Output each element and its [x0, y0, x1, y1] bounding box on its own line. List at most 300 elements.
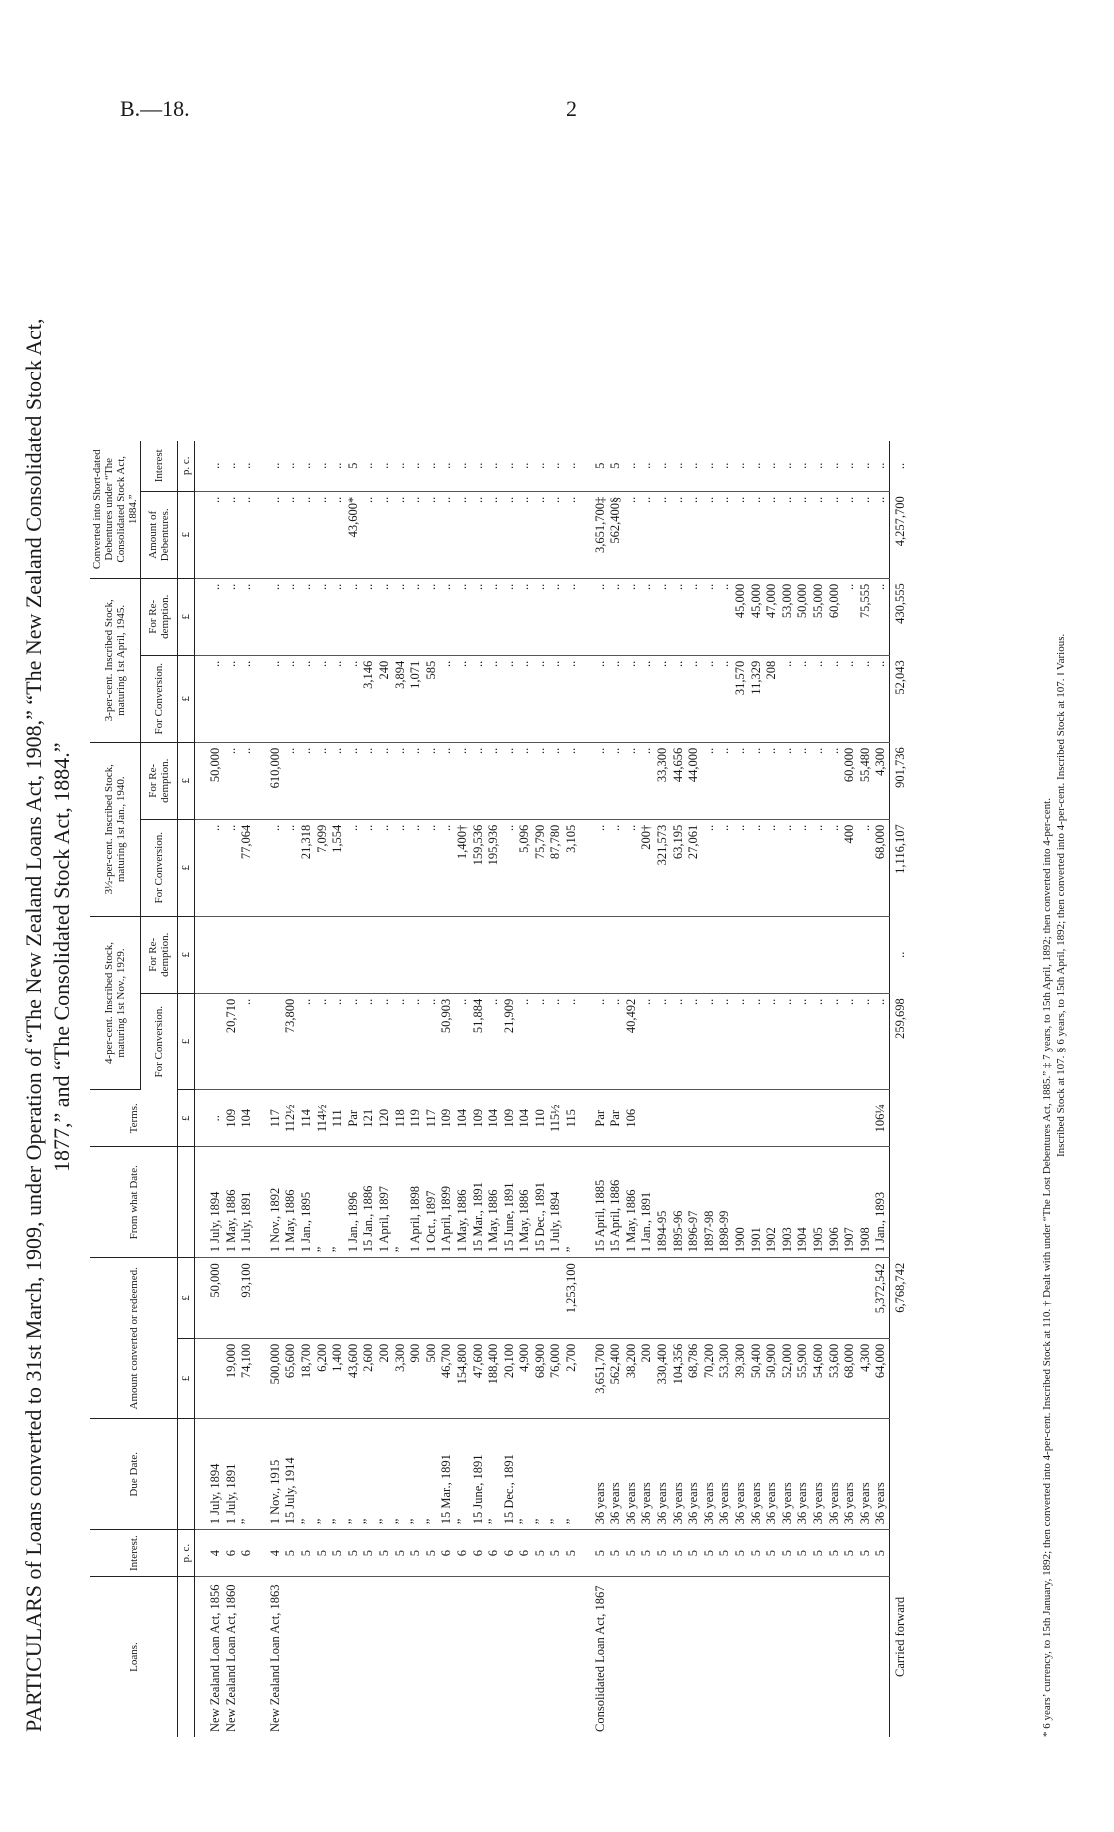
cell-4pc-conversion: ..	[749, 993, 765, 1090]
cell-from-date: 15 June, 1891	[502, 1147, 518, 1258]
cell-4pc-redemption	[795, 916, 811, 993]
cell-debenture-interest: 5	[346, 441, 362, 492]
cell-amount-converted: 6,200	[315, 1338, 331, 1419]
cell-4pc-redemption	[842, 916, 858, 993]
cell-3-5pc-conversion: ..	[346, 819, 362, 916]
cell-3-5pc-conversion: ..	[195, 819, 224, 916]
cell-from-date: 1908	[858, 1147, 874, 1258]
cell-terms	[858, 1090, 874, 1147]
cell-4pc-conversion: ..	[580, 993, 609, 1090]
cell-terms: 106	[624, 1090, 640, 1147]
cell-from-date: ”	[564, 1147, 580, 1258]
cell-4pc-redemption	[873, 916, 889, 993]
cell-interest: 5	[749, 1530, 765, 1577]
cell-3-5pc-conversion: 63,195	[671, 819, 687, 916]
cell-4pc-redemption	[733, 916, 749, 993]
cell-4pc-conversion: ..	[733, 993, 749, 1090]
cell-amount-converted: 18,700	[299, 1338, 315, 1419]
cell-3pc-conversion: ..	[455, 655, 471, 742]
cell-debenture-interest: ..	[533, 441, 549, 492]
cell-terms	[655, 1090, 671, 1147]
cell-3pc-conversion: ..	[548, 655, 564, 742]
cell-debentures: ..	[299, 491, 315, 578]
cell-terms	[639, 1090, 655, 1147]
cell-debenture-interest: ..	[255, 441, 284, 492]
cell-3-5pc-redemption: ..	[377, 742, 393, 819]
cell-3pc-conversion: ..	[655, 655, 671, 742]
cell-3-5pc-redemption: ..	[239, 742, 255, 819]
cell-3pc-conversion: ..	[239, 655, 255, 742]
cell-due-date: ”	[393, 1419, 409, 1530]
cell-4pc-conversion: ..	[424, 993, 440, 1090]
cell-interest: 5	[671, 1530, 687, 1577]
cell-3-5pc-conversion: 195,936	[486, 819, 502, 916]
cell-4pc-redemption	[361, 916, 377, 993]
cell-amount-converted: 154,800	[455, 1338, 471, 1419]
cell-terms	[749, 1090, 765, 1147]
cell-debenture-interest: ..	[502, 441, 518, 492]
cell-4pc-conversion: ..	[533, 993, 549, 1090]
cell-debentures: ..	[548, 491, 564, 578]
cell-debenture-interest: ..	[315, 441, 331, 492]
cell-3pc-redemption: 45,000	[733, 578, 749, 655]
cell-debentures: ..	[564, 491, 580, 578]
cell-loan	[283, 1577, 299, 1738]
cell-3-5pc-redemption: 33,300	[655, 742, 671, 819]
col-3-5pc-redemption: For Re-demption.	[141, 742, 178, 819]
cell-3-5pc-redemption: ..	[533, 742, 549, 819]
loans-conversion-table	[90, 441, 912, 1737]
cell-debenture-interest: ..	[873, 441, 889, 492]
cell-3pc-redemption: ..	[624, 578, 640, 655]
group-short-dated-debentures: Converted into Short-dated Debentures under “The Consolidated Stock Act, 1884.”	[90, 441, 141, 579]
cell-4pc-redemption	[702, 916, 718, 993]
cell-loan	[393, 1577, 409, 1738]
col-from-date: From what Date.	[90, 1147, 178, 1258]
cell-due-date: 15 Mar., 1891	[439, 1419, 455, 1530]
table-row	[239, 441, 255, 1737]
cell-debenture-interest: ..	[827, 441, 843, 492]
cell-amount-converted: 900	[408, 1338, 424, 1419]
cell-3pc-conversion: ..	[842, 655, 858, 742]
cell-3pc-conversion: ..	[795, 655, 811, 742]
cell-3pc-conversion: ..	[827, 655, 843, 742]
table-row	[393, 441, 409, 1737]
cell-3-5pc-conversion: ..	[795, 819, 811, 916]
cell-3pc-redemption: 45,000	[749, 578, 765, 655]
cell-3-5pc-redemption: ..	[811, 742, 827, 819]
cell-debentures: ..	[624, 491, 640, 578]
cell-3pc-conversion: ..	[608, 655, 624, 742]
cell-3pc-conversion: ..	[299, 655, 315, 742]
cell-loan	[764, 1577, 780, 1738]
cell-4pc-conversion: ..	[517, 993, 533, 1090]
cell-interest: 5	[655, 1530, 671, 1577]
cell-3pc-conversion: ..	[471, 655, 487, 742]
cell-3-5pc-conversion: ..	[733, 819, 749, 916]
cell-3-5pc-conversion: 68,000	[873, 819, 889, 916]
cell-4pc-redemption	[827, 916, 843, 993]
cell-from-date: 15 Jan., 1886	[361, 1147, 377, 1258]
table-row	[624, 441, 640, 1737]
cell-3pc-conversion: ..	[502, 655, 518, 742]
cell-debentures: ..	[424, 491, 440, 578]
cell-from-date: 1 Jan., 1896	[346, 1147, 362, 1258]
cell-amount-converted: 74,100	[239, 1338, 255, 1419]
cell-3-5pc-redemption: ..	[564, 742, 580, 819]
cell-from-date: 1907	[842, 1147, 858, 1258]
cell-debenture-interest: ..	[361, 441, 377, 492]
unit-money: £	[178, 819, 195, 916]
cell-from-date: 1 May, 1886	[455, 1147, 471, 1258]
cell-3pc-redemption: ..	[346, 578, 362, 655]
col-amount: Amount converted or redeemed.	[90, 1258, 178, 1419]
cell-3pc-redemption: ..	[224, 578, 240, 655]
table-row	[780, 441, 796, 1737]
cell-4pc-conversion: ..	[239, 993, 255, 1090]
cell-4pc-conversion: ..	[858, 993, 874, 1090]
cell-4pc-redemption	[239, 916, 255, 993]
cell-4pc-conversion: 40,492	[624, 993, 640, 1090]
cell-due-date: 1 Nov., 1915	[255, 1419, 284, 1530]
cell-due-date: ”	[486, 1419, 502, 1530]
cell-3-5pc-redemption: 55,480	[858, 742, 874, 819]
cell-interest: 5	[873, 1530, 889, 1577]
cell-3-5pc-conversion: ..	[749, 819, 765, 916]
cell-debenture-interest: ..	[780, 441, 796, 492]
cell-3pc-redemption: ..	[439, 578, 455, 655]
cell-due-date: ”	[361, 1419, 377, 1530]
cell-3pc-redemption: ..	[195, 578, 224, 655]
table-row	[608, 441, 624, 1737]
cell-4pc-conversion: ..	[299, 993, 315, 1090]
cell-interest: 5	[346, 1530, 362, 1577]
cell-debenture-interest: ..	[455, 441, 471, 492]
cell-interest: 5	[393, 1530, 409, 1577]
table-row	[315, 441, 331, 1737]
cell-3pc-redemption: ..	[517, 578, 533, 655]
table-row	[471, 441, 487, 1737]
cell-loan: New Zealand Loan Act, 1860	[223, 1584, 238, 1732]
cell-4pc-redemption	[780, 916, 796, 993]
cell-loan	[624, 1577, 640, 1738]
cell-due-date: 1 July, 1891	[224, 1419, 240, 1530]
cell-amount-converted: 330,400	[655, 1338, 671, 1419]
cell-3pc-conversion: 3,894	[393, 655, 409, 742]
cell-3pc-redemption: ..	[255, 578, 284, 655]
cell-debentures: ..	[239, 491, 255, 578]
cell-3-5pc-redemption: ..	[393, 742, 409, 819]
cell-amount-converted: 68,000	[842, 1338, 858, 1419]
cell-terms	[764, 1090, 780, 1147]
cell-terms	[780, 1090, 796, 1147]
cell-interest: 5	[548, 1530, 564, 1577]
unit-terms: £	[178, 1090, 195, 1147]
cell-4pc-conversion: ..	[393, 993, 409, 1090]
cell-3-5pc-redemption: ..	[346, 742, 362, 819]
cell-3pc-conversion: ..	[671, 655, 687, 742]
cell-interest: 5	[361, 1530, 377, 1577]
cell-debenture-interest: ..	[299, 441, 315, 492]
cell-debenture-interest: ..	[702, 441, 718, 492]
cell-amount-converted: 500	[424, 1338, 440, 1419]
cell-3-5pc-conversion: ..	[764, 819, 780, 916]
cell-debentures: ..	[842, 491, 858, 578]
carried-3-5pc-redemption: 901,736	[889, 742, 911, 819]
cell-4pc-redemption	[639, 916, 655, 993]
cell-3-5pc-conversion: ..	[702, 819, 718, 916]
carried-debenture-interest: ..	[889, 441, 911, 492]
cell-debenture-interest: ..	[471, 441, 487, 492]
cell-interest: 5	[702, 1530, 718, 1577]
carried-3-5pc-conversion: 1,116,107	[889, 819, 911, 916]
cell-due-date: ”	[377, 1419, 393, 1530]
cell-interest: 5	[858, 1530, 874, 1577]
cell-interest: 6	[439, 1530, 455, 1577]
cell-3-5pc-conversion: 5,096	[517, 819, 533, 916]
cell-due-date: ”	[239, 1419, 255, 1530]
cell-terms: 115½	[548, 1090, 564, 1147]
cell-amount-converted: 68,786	[686, 1338, 702, 1419]
cell-from-date: 1 April, 1897	[377, 1147, 393, 1258]
cell-interest: 5	[811, 1530, 827, 1577]
cell-from-date: 15 Dec., 1891	[533, 1147, 549, 1258]
cell-4pc-redemption	[455, 916, 471, 993]
cell-amount-subtotal	[299, 1258, 315, 1339]
cell-due-date: 15 June, 1891	[471, 1419, 487, 1530]
cell-4pc-conversion: ..	[780, 993, 796, 1090]
cell-loan	[686, 1577, 702, 1738]
cell-terms: 104	[486, 1090, 502, 1147]
cell-debentures: ..	[361, 491, 377, 578]
cell-4pc-conversion: ..	[608, 993, 624, 1090]
cell-amount-subtotal	[548, 1258, 564, 1339]
cell-interest: 5	[639, 1530, 655, 1577]
cell-from-date: 1905	[811, 1147, 827, 1258]
unit-money: £	[178, 916, 195, 993]
cell-from-date: 1 May, 1886	[517, 1147, 533, 1258]
cell-due-date: ”	[548, 1419, 564, 1530]
cell-due-date: 36 years	[580, 1419, 609, 1530]
cell-terms	[733, 1090, 749, 1147]
unit-amount-b: £	[178, 1258, 195, 1339]
cell-4pc-conversion: ..	[408, 993, 424, 1090]
table-row	[639, 441, 655, 1737]
cell-terms: 111	[330, 1090, 346, 1147]
cell-from-date: 1 Jan., 1893	[873, 1147, 889, 1258]
cell-from-date: 15 April, 1885	[580, 1147, 609, 1258]
cell-due-date: ”	[424, 1419, 440, 1530]
cell-4pc-conversion: ..	[346, 993, 362, 1090]
cell-4pc-conversion: ..	[873, 993, 889, 1090]
cell-3-5pc-conversion: ..	[811, 819, 827, 916]
cell-interest: 5	[795, 1530, 811, 1577]
cell-due-date: ”	[517, 1419, 533, 1530]
cell-from-date: ”	[315, 1147, 331, 1258]
empty-cell	[889, 1090, 911, 1147]
cell-debentures: ..	[717, 491, 733, 578]
cell-loan: New Zealand Loan Act, 1863	[267, 1584, 282, 1732]
unit-money: £	[178, 491, 195, 578]
cell-4pc-conversion: ..	[315, 993, 331, 1090]
cell-3pc-conversion: 1,071	[408, 655, 424, 742]
cell-3-5pc-redemption: ..	[733, 742, 749, 819]
cell-interest: 5	[686, 1530, 702, 1577]
cell-3-5pc-conversion: 87,780	[548, 819, 564, 916]
cell-debentures: ..	[702, 491, 718, 578]
cell-interest: 5	[299, 1530, 315, 1577]
cell-3pc-conversion: ..	[224, 655, 240, 742]
cell-terms: 114½	[315, 1090, 331, 1147]
document-reference: B.—18.	[120, 96, 190, 121]
cell-3-5pc-redemption: 44,000	[686, 742, 702, 819]
cell-3-5pc-conversion: 200†	[639, 819, 655, 916]
cell-amount-subtotal	[686, 1258, 702, 1339]
cell-from-date: 1901	[749, 1147, 765, 1258]
cell-from-date: 1903	[780, 1147, 796, 1258]
cell-3pc-conversion: ..	[346, 655, 362, 742]
cell-4pc-redemption	[346, 916, 362, 993]
cell-3-5pc-redemption: ..	[439, 742, 455, 819]
cell-due-date: ”	[330, 1419, 346, 1530]
carried-forward-label: Carried forward	[889, 1338, 911, 1737]
cell-3-5pc-redemption: ..	[608, 742, 624, 819]
cell-interest: 5	[315, 1530, 331, 1577]
cell-3pc-conversion: ..	[330, 655, 346, 742]
cell-terms: 120	[377, 1090, 393, 1147]
cell-3-5pc-redemption: ..	[408, 742, 424, 819]
cell-4pc-conversion: ..	[377, 993, 393, 1090]
cell-due-date: 36 years	[858, 1419, 874, 1530]
cell-3pc-conversion: ..	[315, 655, 331, 742]
cell-debentures: ..	[455, 491, 471, 578]
cell-amount-converted: 200	[639, 1338, 655, 1419]
cell-4pc-conversion: ..	[639, 993, 655, 1090]
cell-interest: 5	[764, 1530, 780, 1577]
cell-due-date: 36 years	[702, 1419, 718, 1530]
cell-interest: 5	[330, 1530, 346, 1577]
unit-blank	[178, 1419, 195, 1530]
cell-3-5pc-conversion: 3,105	[564, 819, 580, 916]
carried-forward-row	[889, 441, 911, 1737]
cell-3-5pc-redemption: ..	[283, 742, 299, 819]
cell-3pc-redemption: ..	[842, 578, 858, 655]
cell-due-date: ”	[408, 1419, 424, 1530]
cell-loan	[533, 1577, 549, 1738]
document-title	[20, 72, 76, 1732]
cell-interest: 4	[255, 1530, 284, 1577]
table-row	[827, 441, 843, 1737]
cell-3-5pc-conversion: ..	[393, 819, 409, 916]
cell-4pc-redemption	[224, 916, 240, 993]
cell-interest: 5	[717, 1530, 733, 1577]
cell-terms: 112½	[283, 1090, 299, 1147]
cell-3-5pc-conversion: 1,400†	[455, 819, 471, 916]
cell-3pc-redemption: ..	[393, 578, 409, 655]
table-row	[502, 441, 518, 1737]
cell-loan	[795, 1577, 811, 1738]
cell-3pc-redemption: 47,000	[764, 578, 780, 655]
cell-debentures: ..	[858, 491, 874, 578]
cell-3-5pc-redemption: ..	[361, 742, 377, 819]
cell-loan	[377, 1577, 393, 1738]
cell-3pc-redemption: 60,000	[827, 578, 843, 655]
cell-debentures: 43,600*	[346, 491, 362, 578]
cell-debenture-interest: ..	[548, 441, 564, 492]
cell-terms: 115	[564, 1090, 580, 1147]
cell-debenture-interest: ..	[749, 441, 765, 492]
cell-amount-subtotal	[608, 1258, 624, 1339]
unit-blank	[178, 1577, 195, 1738]
cell-loan	[424, 1577, 440, 1738]
table-row	[580, 441, 609, 1737]
table-row	[811, 441, 827, 1737]
cell-from-date: 1897-98	[702, 1147, 718, 1258]
cell-4pc-conversion: ..	[671, 993, 687, 1090]
cell-debenture-interest: ..	[486, 441, 502, 492]
cell-debenture-interest: 5	[608, 441, 624, 492]
col-due-date: Due Date.	[90, 1419, 178, 1530]
cell-amount-subtotal: 93,100	[239, 1258, 255, 1339]
cell-4pc-conversion: ..	[686, 993, 702, 1090]
col-3pc-conversion: For Conversion.	[141, 655, 178, 742]
cell-interest: 5	[733, 1530, 749, 1577]
cell-debentures: ..	[502, 491, 518, 578]
table-row	[255, 441, 284, 1737]
cell-loan: New Zealand Loan Act, 1856	[208, 1584, 222, 1732]
cell-debentures: ..	[671, 491, 687, 578]
cell-terms: 121	[361, 1090, 377, 1147]
cell-4pc-redemption	[283, 916, 299, 993]
cell-debenture-interest: ..	[439, 441, 455, 492]
cell-3pc-conversion: ..	[639, 655, 655, 742]
cell-terms	[702, 1090, 718, 1147]
cell-4pc-redemption	[564, 916, 580, 993]
cell-3pc-conversion: ..	[702, 655, 718, 742]
cell-debenture-interest: ..	[517, 441, 533, 492]
cell-amount-converted: 20,100	[502, 1338, 518, 1419]
cell-interest: 5	[533, 1530, 549, 1577]
table-row	[842, 441, 858, 1737]
cell-from-date: ”	[330, 1147, 346, 1258]
cell-due-date: 36 years	[764, 1419, 780, 1530]
cell-due-date: ”	[299, 1419, 315, 1530]
cell-4pc-redemption	[533, 916, 549, 993]
cell-3pc-redemption: ..	[686, 578, 702, 655]
cell-3-5pc-redemption: 610,000	[255, 742, 284, 819]
cell-amount-subtotal	[377, 1258, 393, 1339]
cell-3-5pc-conversion: 77,064	[239, 819, 255, 916]
cell-amount-subtotal	[315, 1258, 331, 1339]
cell-loan	[858, 1577, 874, 1738]
cell-amount-converted: 50,900	[764, 1338, 780, 1419]
table-row	[749, 441, 765, 1737]
cell-4pc-conversion: ..	[564, 993, 580, 1090]
cell-3pc-redemption: ..	[564, 578, 580, 655]
cell-debentures: ..	[795, 491, 811, 578]
cell-interest: 5	[408, 1530, 424, 1577]
cell-terms: Par	[608, 1090, 624, 1147]
cell-loan	[486, 1577, 502, 1738]
cell-debentures: ..	[533, 491, 549, 578]
table-row	[548, 441, 564, 1737]
cell-amount-converted: 1,400	[330, 1338, 346, 1419]
cell-terms: 104	[455, 1090, 471, 1147]
cell-3-5pc-redemption: ..	[315, 742, 331, 819]
cell-3-5pc-redemption: ..	[702, 742, 718, 819]
table-row	[195, 441, 224, 1737]
cell-amount-converted: 50,400	[749, 1338, 765, 1419]
